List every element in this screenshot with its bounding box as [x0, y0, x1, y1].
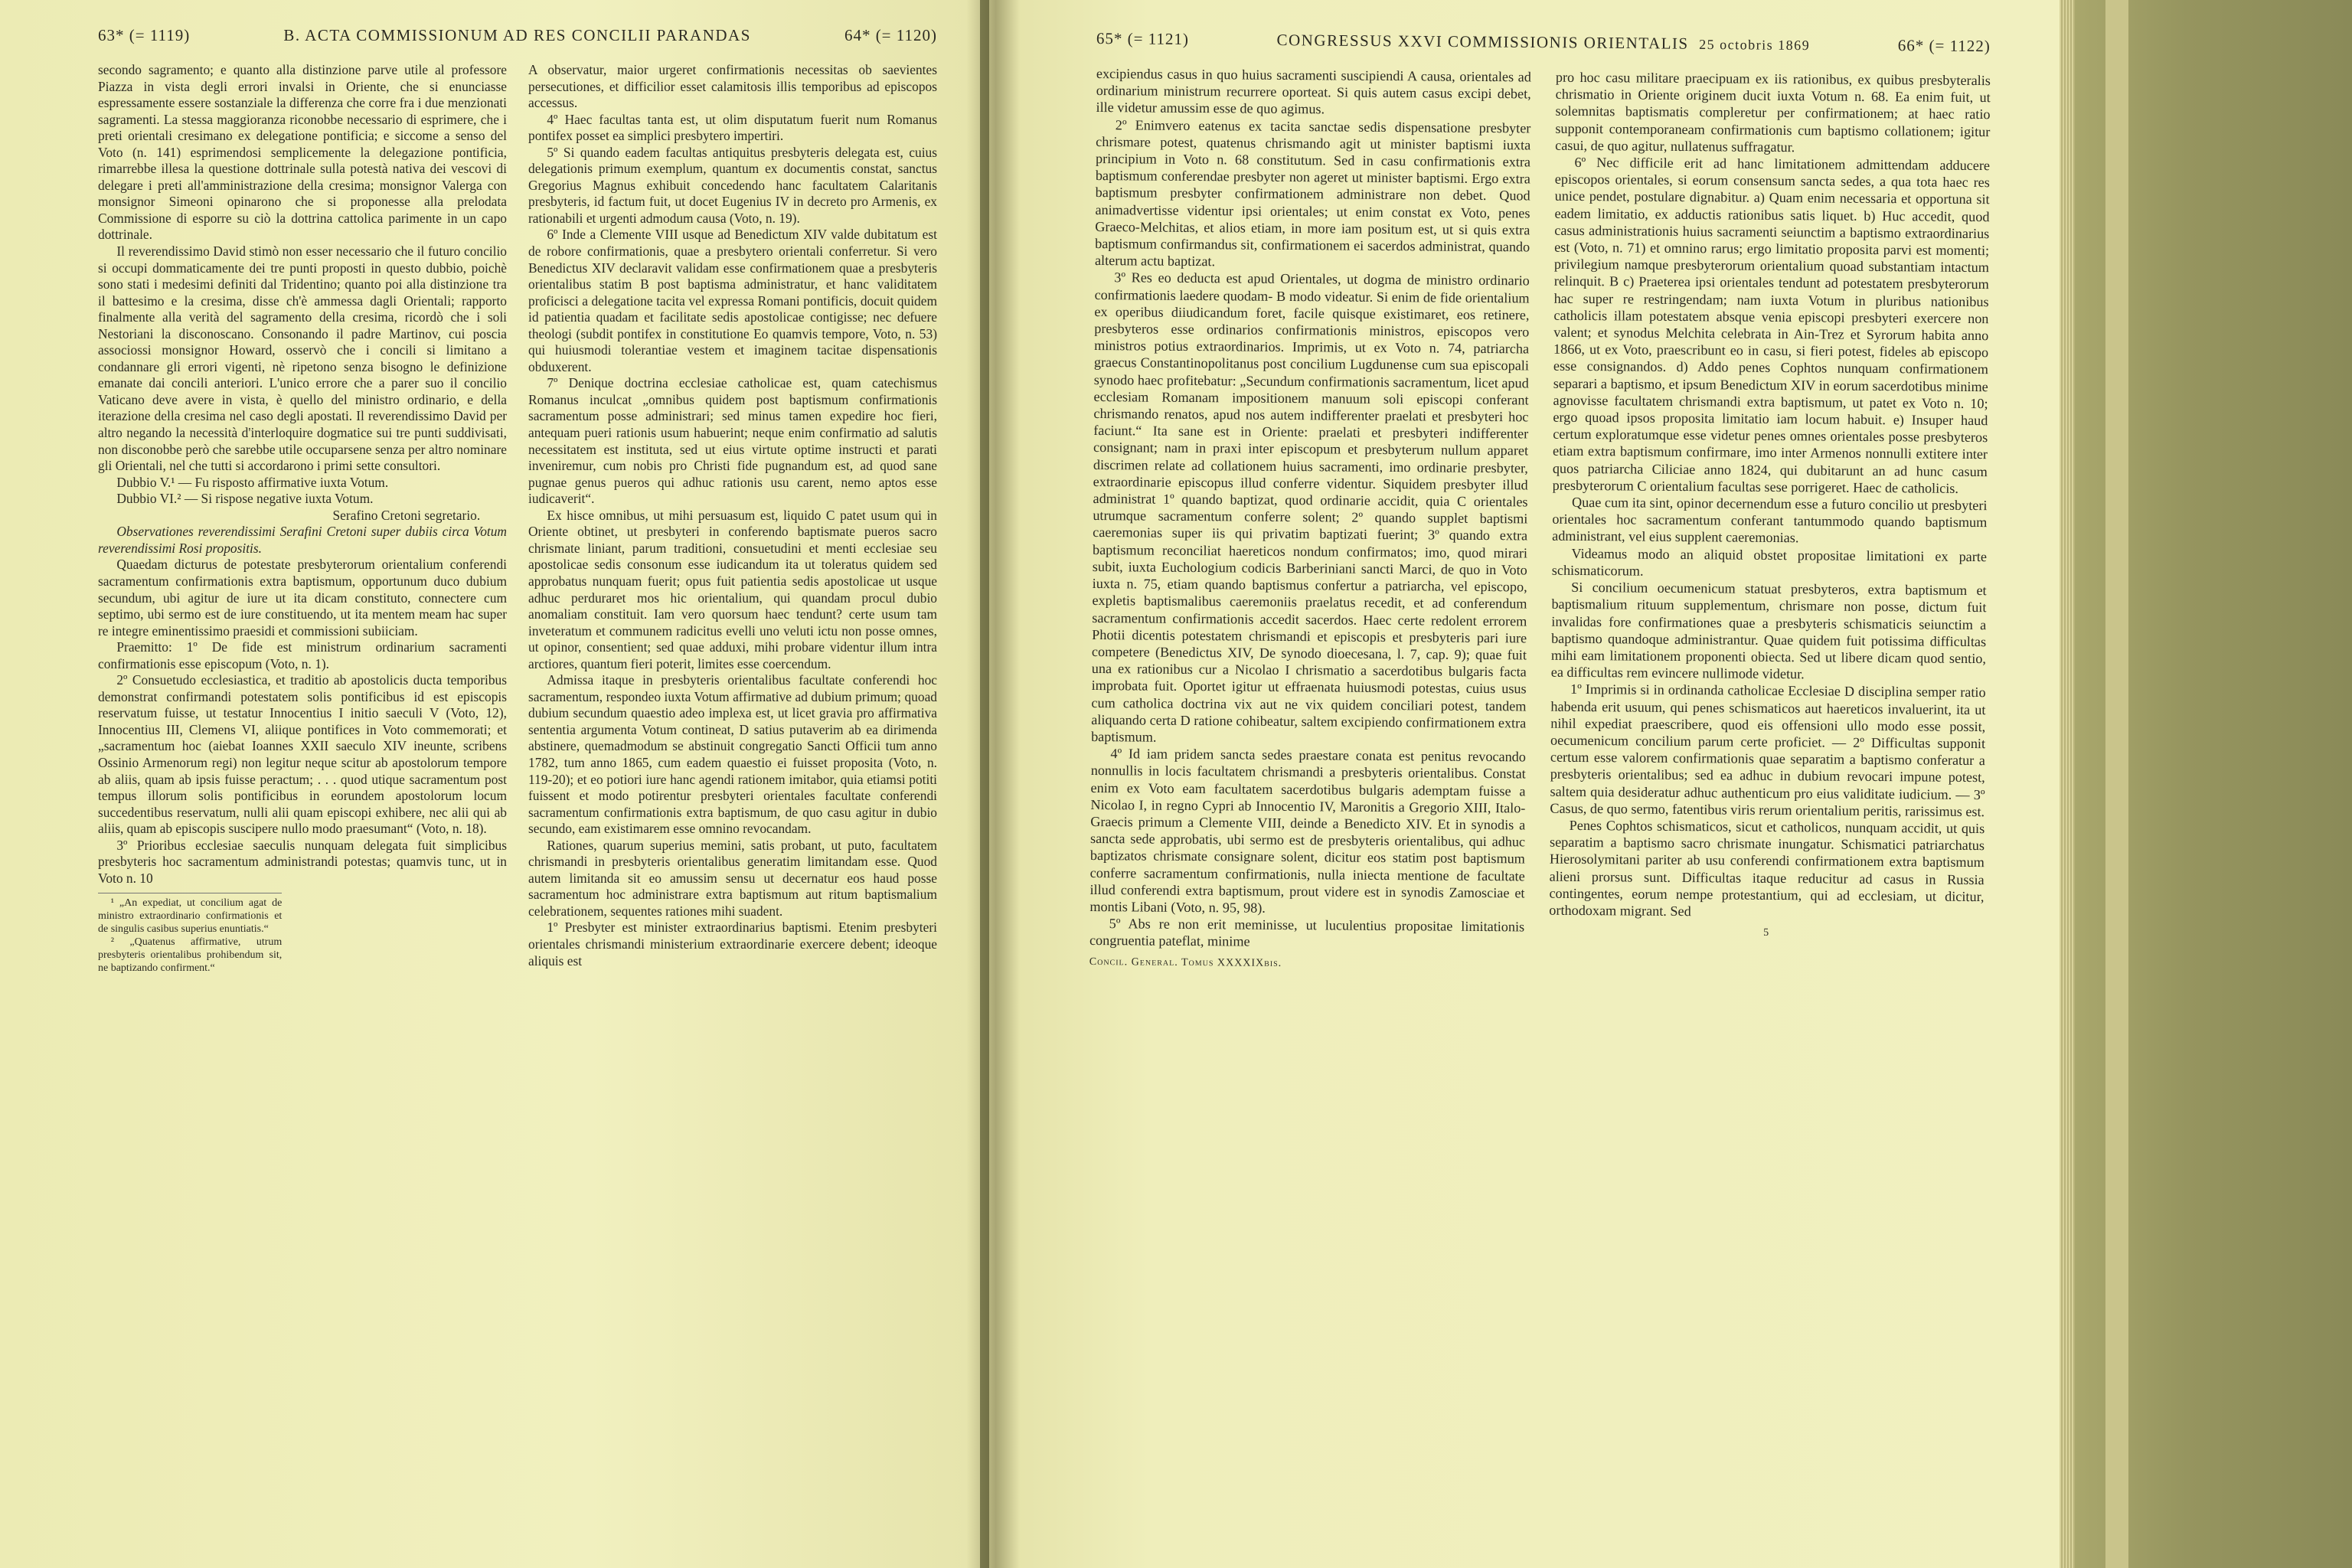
paragraph: 2º Consuetudo ecclesiastica, et traditio ab apostolicis ducta temporibus demonstrat confirmandi potestatem solis pontificibus id est episcopis reservatum fuisse, ut testatur Innocentius I initio saeculi V (Voto, 12), Innocentius III, Clemens VI, aliique pontifices in Voto commemorati; et „sacramentum hoc (aiebat Ioannes XXII saeculo XIV ineunte, scribens Ossinio Armenorum regi) non legitur neque scitur ab apostolorum tempore ab aliis, quam ab ipsis fuisse peractum; . . . quod utique sacramentum post tempus illorum solis pontificibus in eorundem apostolorum locum succedentibus reservatum, nulli alii quam episcopi exhibere, nec alii qui ab aliis, quam ab episcopis suscipere nullo modo praesumant“ (Voto, n. 18). — [98, 672, 507, 837]
paragraph: 6º Inde a Clemente VIII usque ad Benedictum XIV valde dubitatum est de robore confirmationis, quae a presbytero orientali conferretur. Si vero Benedictus XIV declaravit validam esse confirmationem quae a presbyteris orientalibus statim B post baptisma administratur, et hanc validitatem proficisci a delegatione tacita vel expressa Romani pontificis, docuit quidem id patientia quadam et facilitate sedis apostolicae contigisse; nec defuere theologi (subdit pontifex in constitutione Eo quamvis tempore, Voto, n. 53) qui huiusmodi tolerantiae vestem et imaginem tacitae dispensationis obduxerent. — [528, 227, 937, 374]
left-running-title: B. ACTA COMMISSIONUM AD RES CONCILII PARANDAS — [283, 26, 751, 44]
left-columns — [98, 62, 937, 975]
right-page-number-2: 66* (= 1122) — [1897, 36, 1991, 56]
page-edges — [2060, 0, 2075, 1568]
right-running-title — [1189, 30, 1898, 55]
paragraph: Admissa itaque in presbyteris orientalibus facultate conferendi hoc sacramentum, respondeo iuxta Votum affirmative ad dubium primum; quoad dubium secundum quaestio adeo implexa est, ut licet gravia pro affirmativa sententia argumenta Votum contineat, D satius putaverim ab ea dirimenda abstinere, quemadmodum se abstinuit congregatio Sancti Officii tum anno 1782, tum anno 1865, cum eadem quaestio ei fuisset proposita (Voto, n. 119-20); et eo potiori iure hanc agendi rationem imitabor, quia etiamsi potiti fuissent et modo potirentur presbyteri orientales facultate conferendi sacramentum confirmationis extra baptismum, de quo casu agitur in dubio secundo, eam existimarem esse omnino revocandam. — [528, 672, 937, 837]
footnote: ¹ „An expediat, ut concilium agat de ministro extraordinario confirmationis et de singulis casibus superius enuntiatis.“ — [98, 897, 283, 936]
paragraph: 5º Abs re non erit meminisse, ut luculentius propositae limitationis congruentia pateflat, minime — [1089, 916, 1525, 949]
paragraph: 2º Enimvero eatenus ex tacita sanctae sedis dispensatione presbyter chrismare potest, quatenus chrismando agit ut minister baptismi iuxta principium in Voto n. 68 constitutum. Sed in casu confirmationis extra baptismum conferendae presbyter non ageret ut minister baptismi. Ergo extra baptismum presbyter confirmationem administrare non debet. Quod animadvertisse videntur ipsi orientales; ut enim constat ex Voto, penes Graeco-Melchitas, et alios etiam, in more iam positum est, ut si quis extra baptismum confirmandus sit, confirmationem ei sacerdos administrat, quando alterum actu baptizat. — [1094, 116, 1531, 270]
signature-mark — [1549, 923, 1984, 944]
paragraph: Dubbio VI.² — Si rispose negative iuxta Votum. — [116, 491, 374, 507]
paragraph: Quae cum ita sint, opinor decernendum esse a futuro concilio ut presbyteri orientales hoc sacramentum conferant tantummodo quando baptismum administrant, vel eius supplent caeremonias. — [1552, 494, 1988, 546]
paragraph: 1º Presbyter est minister extraordinarius baptismi. Etenim presbyteri orientales chrismandi ministerium extraordinarie exercere debent; ideoque aliquis est — [528, 920, 937, 969]
left-page-header — [98, 26, 937, 45]
paragraph: Dubbio V.¹ — Fu risposto affirmative iuxta Votum. — [116, 474, 389, 490]
paragraph: 3º Prioribus ecclesiae saeculis nunquam delegata fuit simplicibus presbyteris hoc sacramentum administrandi potestas; quamvis tunc, ut in Voto n. 10 — [98, 837, 507, 886]
paragraph: 5º Si quando eadem facultas antiquitus presbyteris delegata est, cuius delegationis primum exemplum, quantum ex documentis constat, sanctus Gregorius Magnus exhibuit concedendo hanc facultatem Calaritanis presbyteris, id factum fuit, ut docet Eugenius IV in decreto pro Armenis, ex rationabili et urgenti admodum causa (Voto, n. 19). — [528, 144, 937, 226]
paragraph: pro hoc casu militare praecipuam ex iis rationibus, ex quibus presbyteralis chrismatio in Oriente originem ducit iuxta Votum n. 68. Ea enim fuit, ut solemnitas baptismatis compleretur per confirmationem; at haec ratio supponit contemporaneam confirmationis cum baptismo collationem; igitur casui, de quo agitur, nullatenus suffragatur. — [1555, 69, 1991, 155]
right-column-1 — [1089, 65, 1544, 974]
paragraph: secondo sagramento; e quanto alla distinzione parve utile al professore Piazza in vista degli errori invalsi in Oriente, che si enunciasse espressamente essere sostanziale la differenza che corre fra i due menzionati sagramenti. La stessa maggioranza riconobbe necessario di esprimere, che i preti orientali cresimano ex delegatione pontificia; e siccome a senso del Voto (n. 141) esprimendosi semplicemente la delegazione pontificia, rimarrebbe illesa la questione dottrinale sulla potestà nativa dei vescovi di delegare i preti all'amministrazione della cresima; monsignor Valerga con monsignor Simeoni opinarono che si proponesse alla prelodata Commissione di esporre su ciò la dottrina cattolica parimente in un capo dottrinale. — [98, 62, 507, 243]
left-column-2 — [518, 62, 937, 975]
paragraph: excipiendus casus in quo huius sacramenti suscipiendi A causa, orientales ad ordinarium ministrum recurrere oporteat. Si quis autem casus excipi debet, ille videtur amussim esse de quo agimus. — [1096, 65, 1531, 117]
right-columns — [1089, 65, 1991, 978]
section-heading: Observationes reverendissimi Serafini Cretoni super dubiis circa Votum reverendissimi Rosi propositis. — [98, 524, 507, 556]
right-page-number: 65* (= 1121) — [1096, 29, 1190, 49]
paragraph: 6º Nec difficile erit ad hanc limitationem admittendam adducere episcopos orientales, si eorum consensum sancta sedes, a qua tota haec res unice pendet, postulare dignabitur. a) Quam enim necessaria et opportuna sit eadem limitatio, ex adductis rationibus satis liquet. b) Huc accedit, quod casus administrationis huius sacramenti seiunctim a baptismo extraordinarius est (Voto, n. 71) et omnino rarus; ergo limitatio proposita parvi est momenti; privilegium namque presbyterorum orientalium quoad substantiam intactum relinquit. B c) Praeterea ipsi orientales tendunt ad potestatem presbyterorum hac super re restringendam; nam iuxta Votum in pluribus nationibus catholicis illam potestatem absque venia episcopi presbyteri exercere non valent; et synodus Melchita celebrata in Ain-Trez et Syrorum habita anno 1866, ut ex Voto, praescribunt eo in casu, si fieri potest, fideles ab episcopo esse consignandos. d) Addo penes Cophtos nunquam confirmationem separari a baptismo, et ipsum Benedictum XIV in eorum sacerdotibus minime agnovisse facultatem chrismandi extra baptismum, ut patet ex Voto n. 10; ergo quoad ipsos proposita limitatio iam locum habuit. e) Insuper haud certum exploratumque esse videtur penes omnes orientales posse presbyteros etiam extra baptismum confirmare, imo inter Armenos nonnulli extitere inter quos patriarcha Ciliciae anno 1824, qui dubitarunt an ad hunc casum presbyterorum C orientalium facultas sese porrigeret. Haec de catholicis. — [1552, 154, 1991, 496]
paragraph: 7º Denique doctrina ecclesiae catholicae est, quam catechismus Romanus inculcat „omnibus quidem post baptismum confirmationis sacramentum posse administrari; sed minus tamen expedire hoc fieri, antequam pueri rationis usum habuerint; neque enim confirmatio ad salutis necessitatem est instituta, sed ut eius virtute optime instructi et parati inveniremur, cum nobis pro Christi fide pugnandum est, ad quod sane pugnae genus pueros qui adhuc rationis usu carent, nemo aptos esse iudicaverit“. — [528, 375, 937, 507]
paragraph: Penes Cophtos schismaticos, sicut et catholicos, nunquam accidit, ut quis separatim a baptismo sacro chrismate inungatur. Schismatici patriarchatus Hierosolymitani pariter ab usu conferendi confirmationem extra baptismum alieni prorsus sunt. Difficultas itaque reducitur ad casus in Russia contingentes, eorum nempe protestantium, qui ad ecclesiam, ut dicitur, orthodoxam migrant. Sed — [1549, 817, 1985, 920]
paragraph: Il reverendissimo David stimò non esser necessario che il futuro concilio si occupi dommaticamente dei tre punti proposti in questo dubbio, poichè sono stati i medesimi definiti dal Tridentino; quanto poi alla distinzione tra il battesimo e la cresima, disse ch'è ammessa dagli Orientali; rapporto finalmente alla verità del sagramento della cresima, ricordò che i soli Nestoriani la disconoscano. Consonando il padre Martinov, cui poscia associossi monsignor Howard, osservò che i concili si limitano a condannare gli errori vigenti, nè ripetono senza bisogno le definizione emanate dai concili anteriori. L'unico errore che a parer suo il concilio Vaticano deve avere in vista, è quello del ministro ordinario, e della iterazione della cresima nel caso degli apostati. Il reverendissimo David per altro negando la necessità d'interloquire dogmatice sui tre punti suddivisati, non disconobbe però che sarebbe utile occuparsene senza per altro nominare gli Orientali, nel che tutti si accordarono i primi sette consultori. — [98, 243, 507, 474]
paragraph: 4º Id iam pridem sancta sedes praestare conata est penitus revocando nonnullis in locis facultatem chrismandi a presbyteris orientalibus. Constat enim ex Voto eam facultatem sacerdotibus bulgaris ademptam fuisse a Nicolao I, in regno Cypri ab Innocentio IV, Maronitis a Gregorio XIII, Italo-Graecis primum a Clemente VIII, deinde a Benedicto XIV. Et in synodis a sancta sede approbatis, ubi sermo est de presbyteris orientalibus, qui adhuc baptizatos chrismate consignare solent, dicitur eos statim post baptismum conferre sacramentum confirmationis, nulla iniecta mentione de facultate illud conferendi extra baptismum, prout videre est in synodis Zamosciae et montis Libani (Voto, n. 95, 98). — [1089, 746, 1526, 916]
book-gutter-shadow — [966, 0, 1020, 1568]
right-running-date: 25 octobris 1869 — [1699, 36, 1811, 54]
paragraph: 1º Imprimis si in ordinanda catholicae Ecclesiae D disciplina semper ratio habenda erit usuum, qui penes schismaticos aut haereticos invaluerint, ita ut nihil expediat praescribere, quod eis offensioni ullo modo esse possit, oecumenicum concilium parum certe proficiet. — 2º Difficultas supponit certum esse valorem confirmationis quae separatim a baptismo conferatur a presbyteris orientalibus; sed ea adhuc in dubium revocari impune potest, saltem quia desideratur adhuc authenticum pro eius validitate iudicium. — 3º Casus, de quo sermo, fatentibus viris rerum orientalium peritis, rarissimus est. — [1550, 681, 1986, 819]
cover-inner-edge — [2105, 0, 2128, 1568]
left-page — [0, 0, 980, 1568]
paragraph: Rationes, quarum superius memini, satis probant, ut puto, facultatem chrismandi in presbyteris orientalibus generatim limitandam esse. Quod autem limitanda sit eo amussim sensu ut decernatur eos haud posse sacramentum hoc administrare extra baptismum aut ritum baptismalium celebrationem, sequentes rationes mihi suadent. — [528, 837, 937, 919]
paragraph: Quaedam dicturus de potestate presbyterorum orientalium conferendi sacramentum confirmationis extra baptismum, opportunum duco dubium secundum, ubi agitur de iure ut ita dicam constituto, connectere cum septimo, ubi sermo est de iure constituendo, ut ita mentem meam hac super re integre eminentissimo praesidi et commissioni subiiciam. — [98, 557, 507, 639]
left-page-number: 63* (= 1119) — [98, 26, 191, 44]
paragraph: Praemitto: 1º De fide est ministrum ordinarium sacramenti confirmationis esse episcopum (Voto, n. 1). — [98, 639, 507, 671]
paragraph: Si concilium oecumenicum statuat presbyteros, extra baptismum et baptismalium rituum supplementum, chrismare non posse, dictum fuit invalidas fore confirmationes quae a presbyteris schismaticis seiunctim a baptismo quandoque administrantur. Quae quidem fuit potissima difficultas mihi eam limitationem proponenti obiecta. Sed ut libere dicam quod sentio, ea difficultas rem evincere nullimode videtur. — [1550, 579, 1987, 682]
right-column-2 — [1537, 69, 1991, 978]
paragraph: Videamus modo an aliquid obstet propositae limitationi ex parte schismaticorum. — [1551, 545, 1988, 579]
right-running-title-text: CONGRESSUS XXVI COMMISSIONIS ORIENTALIS — [1276, 31, 1689, 53]
paragraph: 3º Res eo deducta est apud Orientales, ut dogma de ministro ordinario confirmationis laedere quodam- B modo videatur. Si enim de fide orientalium ex operibus diiudicandum foret, facile quisque existimaret, eos retinere, presbyteros esse ordinarios confirmationis ministros, episcopos vero ministros potius extraordinarios. Imprimis, ut ex Voto n. 74, patriarcha graecus Constantinopolitanus post concilium Lugdunense cum sua episcopali synodo haec profitebatur: „Secundum confirmationis sacramentum, licet apud ecclesiam Romanam impositionem manuum soli episcopi conferant chrismando renatos, apud nos autem indifferenter praelati et presbyteri hoc faciunt.“ Ita sane est in Oriente: praelati et presbyteri indifferenter consignant; nam in praxi inter episcopum et presbyterum nullum apparet discrimen relate ad collationem huius sacramenti, imo ordinarie presbyter, extraordinarie episcopus illud conferre videntur. Siquidem presbyter illud administrat 1º quando baptizat, quod ordinarie accidit, quia C orientales utrumque sacramentum conferre solent; 2º quando supplet baptismi caeremonias super iis qui privatim baptizati fuerint; 3º quando extra baptismum reconciliat haereticos nondum confirmatos; imo, quod mirari subit, iuxta Euchologium codicis Barberiniani sancti Marci, de quo in Voto iuxta n. 75, etiam quando baptismus confertur a patriarcha, vel episcopo, expletis baptismalibus caeremoniis praelatus recedit, et ad conferendum sacramentum confirmationis accedit sacerdos. Haec certe redolent errorem Photii dicentis potestatem chrismandi et episcopis et presbyteris pari iure competere (Benedictus XIV, De synodo dioecesana, l. 7, cap. 9); quae fuit una ex rationibus cur a Nicolao I chrismatio a sacerdotibus bulgaris facta improbata fuit. Oportet igitur ut effraenata huiusmodi potestas, cuius usus cum catholica doctrina vix aut ne vix quidem conciliari potest, tandem aliquando certa D ratione cohibeatur, saltem excipiendo confirmationem extra baptismum. — [1091, 270, 1530, 745]
right-page — [989, 0, 2060, 1568]
paragraph: Ex hisce omnibus, ut mihi persuasum est, liquido C patet usum qui in Oriente obtinet, ut presbyteri in conferendo baptismate pueros sacro chrismate liniant, parum traditioni, consuetudini et menti ecclesiae seu apostolicae sedis consonum esse iudicandum ita ut toleratus quidem sed approbatus nunquam fuerit; opus fuit patientia sedis apostolicae ut usque adhuc perduraret mos hic orientalium, qui quandam procul dubio anomaliam constituit. Iam vero quorsum haec tendunt? certe usum tam inveteratum et communem radicitus evelli uno veluti ictu non posse omnes, ut opinor, consentient; sed quae adduxi, mihi probare videntur illum intra arctiores, quantum fieri poterit, limites esse coercendum. — [528, 507, 937, 671]
footnotes — [98, 893, 282, 975]
left-page-number-2: 64* (= 1120) — [844, 26, 937, 44]
paragraph: 4º Haec facultas tanta est, ut olim disputatum fuerit num Romanus pontifex posset ea simplici presbytero impertiri. — [528, 111, 937, 144]
right-page-header — [1096, 29, 1991, 56]
paragraph: A observatur, maior urgeret confirmationis necessitas ob saevientes persecutiones, et difficilior esset calamitosis illis temporibus ad episcopos accessus. — [528, 62, 937, 111]
right-page-footer — [1089, 954, 1524, 975]
sheet-signature: 5 — [1763, 927, 1770, 939]
left-column-1 — [98, 62, 518, 975]
signature: Serafino Cretoni segretario. — [332, 507, 481, 523]
book-cover — [2075, 0, 2352, 1568]
volume-signature: Concil. General. Tomus XXXXIXbis. — [1089, 956, 1282, 969]
footnote: ² „Quatenus affirmative, utrum presbyteris orientalibus prohibendum sit, ne baptizando confirment.“ — [98, 936, 283, 975]
